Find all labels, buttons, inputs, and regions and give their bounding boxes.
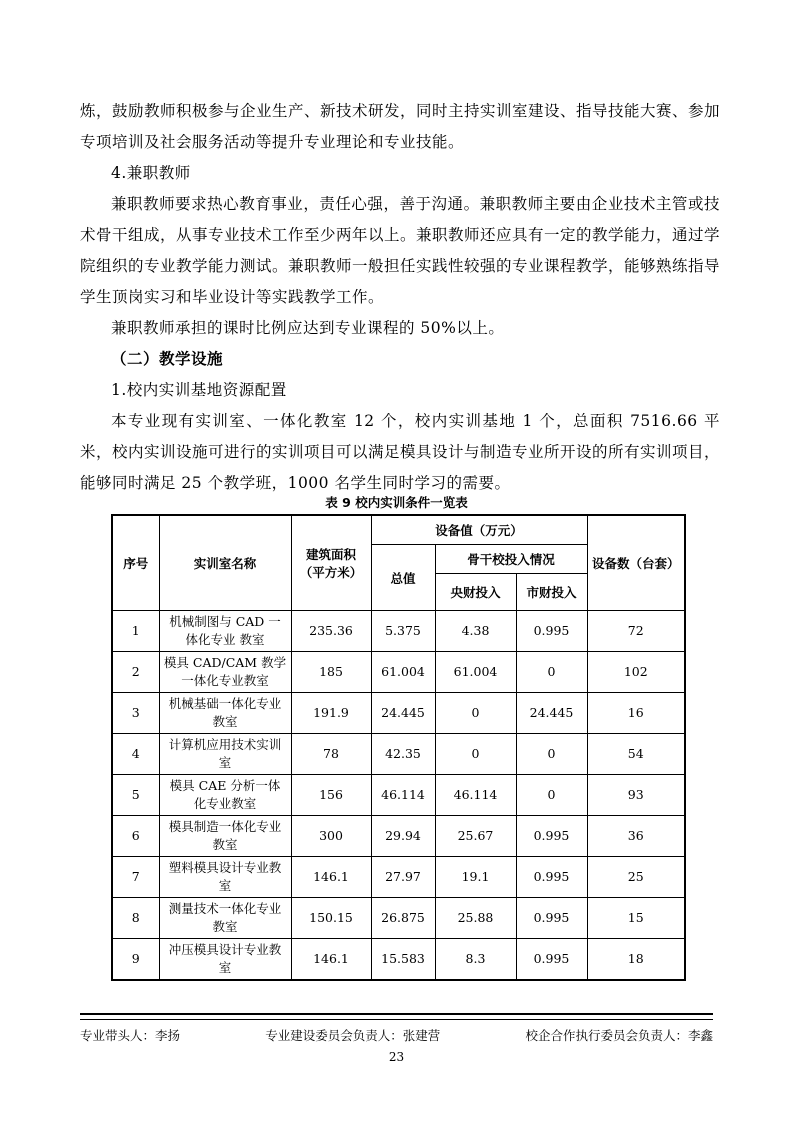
header-equipment-value: 设备值（万元） xyxy=(371,515,587,545)
cell-count: 72 xyxy=(587,611,685,652)
cell-room-name: 机械制图与 CAD 一体化专业 教室 xyxy=(159,611,291,652)
cell-city: 24.445 xyxy=(516,693,587,734)
header-room-name: 实训室名称 xyxy=(159,515,291,611)
cell-central: 25.88 xyxy=(435,898,516,939)
cell-area: 191.9 xyxy=(291,693,371,734)
paragraph-continuation: 炼，鼓励教师积极参与企业生产、新技术研发，同时主持实训室建设、指导技能大赛、参加专项培训及社会服务活动等提升专业理论和专业技能。 xyxy=(80,102,721,151)
table-row xyxy=(112,693,685,734)
header-backbone-investment: 骨干校投入情况 xyxy=(435,545,587,574)
cell-city: 0.995 xyxy=(516,611,587,652)
cell-seq: 2 xyxy=(112,652,159,693)
page-number: 23 xyxy=(388,1050,405,1064)
cell-seq: 6 xyxy=(112,816,159,857)
paragraph-part-time-requirements: 兼职教师要求热心教育事业，责任心强，善于沟通。兼职教师主要由企业技术主管或技术骨干组成，从事专业技术工作至少两年以上。兼职教师还应具有一定的教学能力，通过学院组织的专业教学能力测试。兼职教师一般担任实践性较强的专业课程教学，能够熟练指导学生顶岗实习和毕业设计等实践教学工作。 xyxy=(80,195,721,306)
cell-total: 5.375 xyxy=(371,611,435,652)
header-area: 建筑面积（平方米） xyxy=(291,515,371,611)
cell-area: 235.36 xyxy=(291,611,371,652)
header-equipment-count: 设备数（台套） xyxy=(587,515,685,611)
cell-count: 93 xyxy=(587,775,685,816)
footer-divider-thick xyxy=(80,1013,713,1015)
heading-training-base: 1.校内实训基地资源配置 xyxy=(111,381,287,399)
cell-area: 146.1 xyxy=(291,857,371,898)
cell-area: 300 xyxy=(291,816,371,857)
footer-professional-lead: 专业带头人：李扬 xyxy=(80,1028,181,1043)
cell-count: 36 xyxy=(587,816,685,857)
cell-room-name: 计算机应用技术实训室 xyxy=(159,734,291,775)
table-row xyxy=(112,775,685,816)
cell-count: 18 xyxy=(587,939,685,981)
cell-total: 42.35 xyxy=(371,734,435,775)
cell-seq: 1 xyxy=(112,611,159,652)
heading-teaching-facilities: （二）教学设施 xyxy=(111,350,224,368)
paragraph-training-base: 本专业现有实训室、一体化教室 12 个，校内实训基地 1 个，总面积 7516.66 平米，校内实训设施可进行的实训项目可以满足模具设计与制造专业所开设的所有实训项目，能够同时满足 25 个教学班，1000 名学生同时学习的需要。 xyxy=(80,412,721,492)
cell-city: 0.995 xyxy=(516,898,587,939)
cell-central: 0 xyxy=(435,693,516,734)
cell-city: 0.995 xyxy=(516,939,587,981)
cell-count: 54 xyxy=(587,734,685,775)
cell-area: 156 xyxy=(291,775,371,816)
cell-total: 46.114 xyxy=(371,775,435,816)
cell-central: 61.004 xyxy=(435,652,516,693)
cell-central: 19.1 xyxy=(435,857,516,898)
header-seq: 序号 xyxy=(112,515,159,611)
cell-area: 78 xyxy=(291,734,371,775)
cell-city: 0 xyxy=(516,775,587,816)
table-row xyxy=(112,611,685,652)
table-row xyxy=(112,816,685,857)
cell-total: 24.445 xyxy=(371,693,435,734)
paragraph-part-time-ratio: 兼职教师承担的课时比例应达到专业课程的 50%以上。 xyxy=(111,319,505,337)
cell-seq: 4 xyxy=(112,734,159,775)
cell-area: 150.15 xyxy=(291,898,371,939)
cell-count: 16 xyxy=(587,693,685,734)
table-caption: 表 9 校内实训条件一览表 xyxy=(325,495,468,510)
cell-count: 102 xyxy=(587,652,685,693)
cell-room-name: 机械基础一体化专业教室 xyxy=(159,693,291,734)
cell-seq: 3 xyxy=(112,693,159,734)
cell-room-name: 塑料模具设计专业教室 xyxy=(159,857,291,898)
cell-seq: 9 xyxy=(112,939,159,981)
cell-total: 26.875 xyxy=(371,898,435,939)
footer-committee-head: 专业建设委员会负责人：张建营 xyxy=(265,1028,441,1043)
cell-central: 46.114 xyxy=(435,775,516,816)
header-central-funding: 央财投入 xyxy=(435,574,516,611)
cell-seq: 7 xyxy=(112,857,159,898)
training-facilities-table xyxy=(111,514,686,981)
cell-seq: 5 xyxy=(112,775,159,816)
header-total: 总值 xyxy=(371,545,435,611)
table-row xyxy=(112,652,685,693)
cell-count: 15 xyxy=(587,898,685,939)
cell-city: 0 xyxy=(516,652,587,693)
cell-city: 0.995 xyxy=(516,857,587,898)
header-city-funding: 市财投入 xyxy=(516,574,587,611)
cell-total: 27.97 xyxy=(371,857,435,898)
cell-seq: 8 xyxy=(112,898,159,939)
cell-city: 0 xyxy=(516,734,587,775)
footer-signatories xyxy=(80,1026,713,1044)
table-row xyxy=(112,939,685,981)
cell-area: 146.1 xyxy=(291,939,371,981)
cell-city: 0.995 xyxy=(516,816,587,857)
cell-count: 25 xyxy=(587,857,685,898)
table-row xyxy=(112,857,685,898)
heading-part-time-teachers: 4.兼职教师 xyxy=(111,164,191,182)
cell-room-name: 模具 CAE 分析一体化专业教室 xyxy=(159,775,291,816)
cell-room-name: 冲压模具设计专业教室 xyxy=(159,939,291,981)
cell-area: 185 xyxy=(291,652,371,693)
cell-central: 0 xyxy=(435,734,516,775)
footer-cooperation-head: 校企合作执行委员会负责人：李鑫 xyxy=(525,1028,713,1043)
cell-room-name: 测量技术一体化专业教室 xyxy=(159,898,291,939)
table-row xyxy=(112,898,685,939)
footer-divider-thin xyxy=(80,1019,713,1020)
cell-central: 4.38 xyxy=(435,611,516,652)
cell-room-name: 模具制造一体化专业教室 xyxy=(159,816,291,857)
cell-total: 15.583 xyxy=(371,939,435,981)
cell-total: 61.004 xyxy=(371,652,435,693)
table-row xyxy=(112,734,685,775)
cell-central: 8.3 xyxy=(435,939,516,981)
cell-total: 29.94 xyxy=(371,816,435,857)
body-text xyxy=(80,96,720,499)
cell-central: 25.67 xyxy=(435,816,516,857)
cell-room-name: 模具 CAD/CAM 教学一体化专业教室 xyxy=(159,652,291,693)
